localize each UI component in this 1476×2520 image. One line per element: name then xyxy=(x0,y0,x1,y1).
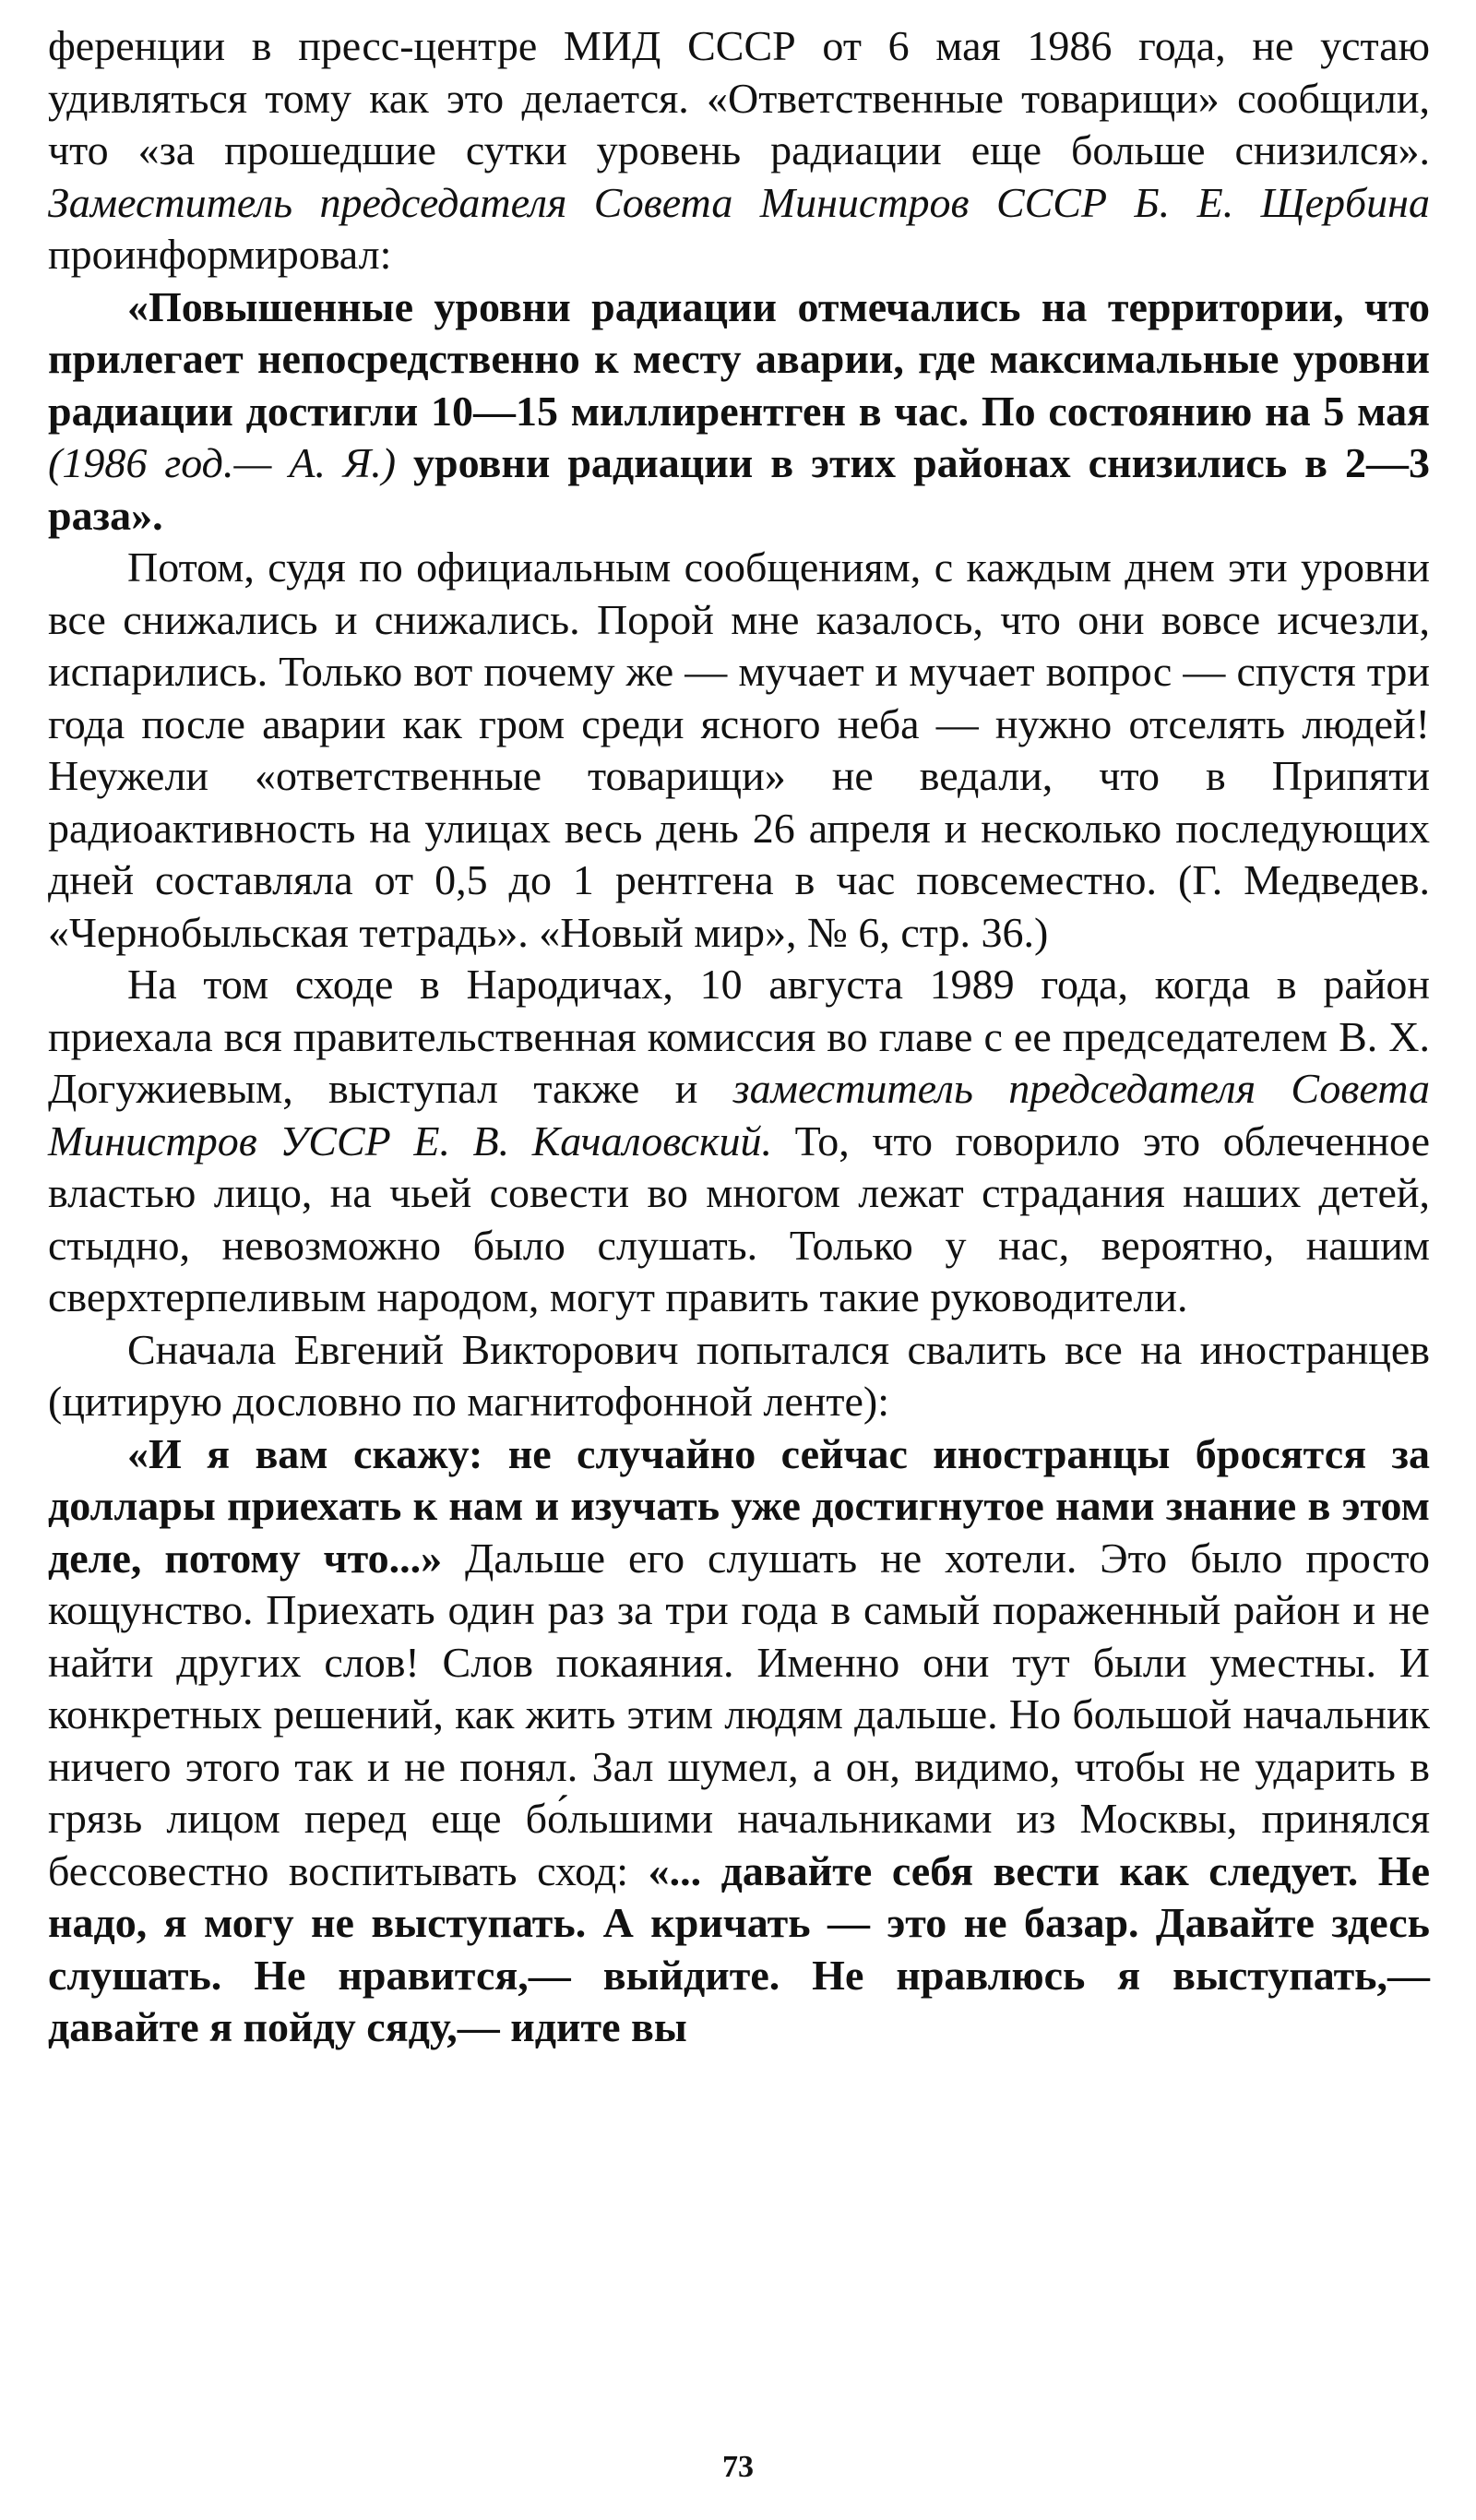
official-title-shcherbina: Заместитель председателя Совета Министров СССР Б. Е. Щербина xyxy=(48,178,1430,226)
author-note-1986: (1986 год.— А. Я.) xyxy=(48,439,397,486)
paragraph-6-text: Дальше его слушать не хотели. Это было просто кощунство. Приехать один раз за три года в самый пораженный район и не найти других слов! Слов покаяния. Именно они тут были уместны. И конкретных решений, как жить этим людям дальше. Но большой начальник ничего этого так и не понял. Зал шумел, а он, видимо, чтобы не ударить в грязь лицом перед еще бо́льшими начальниками из Москвы, принялся бессовестно воспитывать сход: xyxy=(48,1534,1430,1894)
quote-behave: «... давайте себя вести как следует. Не надо, я могу не выступать. А кричать — это не базар. Давайте здесь слушать. Не нравится,— выйдите. Не нравлюсь я выступать,— давайте я пойду сяду,— идите вы xyxy=(48,1846,1430,2050)
paragraph-1 xyxy=(48,20,1430,281)
document-page xyxy=(48,20,1430,2054)
quote-foreigners: «И я вам скажу: не случайно сейчас иностранцы бросятся за доллары приехать к нам и изучать уже достигнутое нами знание в этом деле, потому что...» xyxy=(48,1429,1430,1582)
paragraph-1-text-b: проинформировал: xyxy=(48,231,392,278)
quote-radiation-levels xyxy=(48,281,1430,543)
paragraph-4 xyxy=(48,959,1430,1324)
paragraph-5: Сначала Евгений Викторович попытался свалить все на иностранцев (цитирую дословно по магнитофонной ленте): xyxy=(48,1325,1430,1425)
official-title-kachalovsky: заместитель председателя Совета Министров УССР Е. В. Качаловский. xyxy=(48,1065,1430,1164)
quote-radiation-text-b: уровни радиации в этих районах снизились в 2—3 раза». xyxy=(48,439,1431,539)
paragraph-4-text-b: То, что говорило это облеченное властью лицо, на чьей совести во многом лежат страдания наших детей, стыдно, невозможно было слушать. Только у нас, вероятно, нашим сверхтерпеливым народом, могут править такие руководители. xyxy=(48,1117,1430,1320)
paragraph-3: Потом, судя по официальным сообщениям, с каждым днем эти уровни все снижались и снижались. Порой мне казалось, что они вовсе исчезли, испарились. Только вот почему же — мучает и мучает вопрос — спустя три года после аварии как гром среди ясного неба — нужно отселять людей! Неужели «ответственные товарищи» не ведали, что в Припяти радиоактивность на улицах весь день 26 апреля и несколько последующих дней составляла от 0,5 до 1 рентгена в час повсеместно. (Г. Медведев. «Чернобыльская тетрадь». «Новый мир», № 6, стр. 36.) xyxy=(48,543,1430,956)
paragraph-4-text-a: На том сходе в Народичах, 10 августа 1989 года, когда в район приехала вся правительственная комиссия во главе с ее председателем В. Х. Догужиевым, выступал также и xyxy=(48,961,1430,1112)
paragraph-1-text-a: ференции в пресс-центре МИД СССР от 6 мая 1986 года, не устаю удивляться тому как это делается. «Ответственные товарищи» сообщили, что «за прошедшие сутки уровень радиации еще больше снизился». xyxy=(48,22,1430,173)
paragraph-6 xyxy=(48,1428,1430,2054)
quote-radiation-text-a: «Повышенные уровни радиации отмечались на территории, что прилегает непосредственно к месту аварии, где максимальные уровни радиации достигли 10—15 миллирентген в час. По состоянию на 5 мая xyxy=(48,282,1430,435)
page-number: 73 xyxy=(722,2450,754,2484)
